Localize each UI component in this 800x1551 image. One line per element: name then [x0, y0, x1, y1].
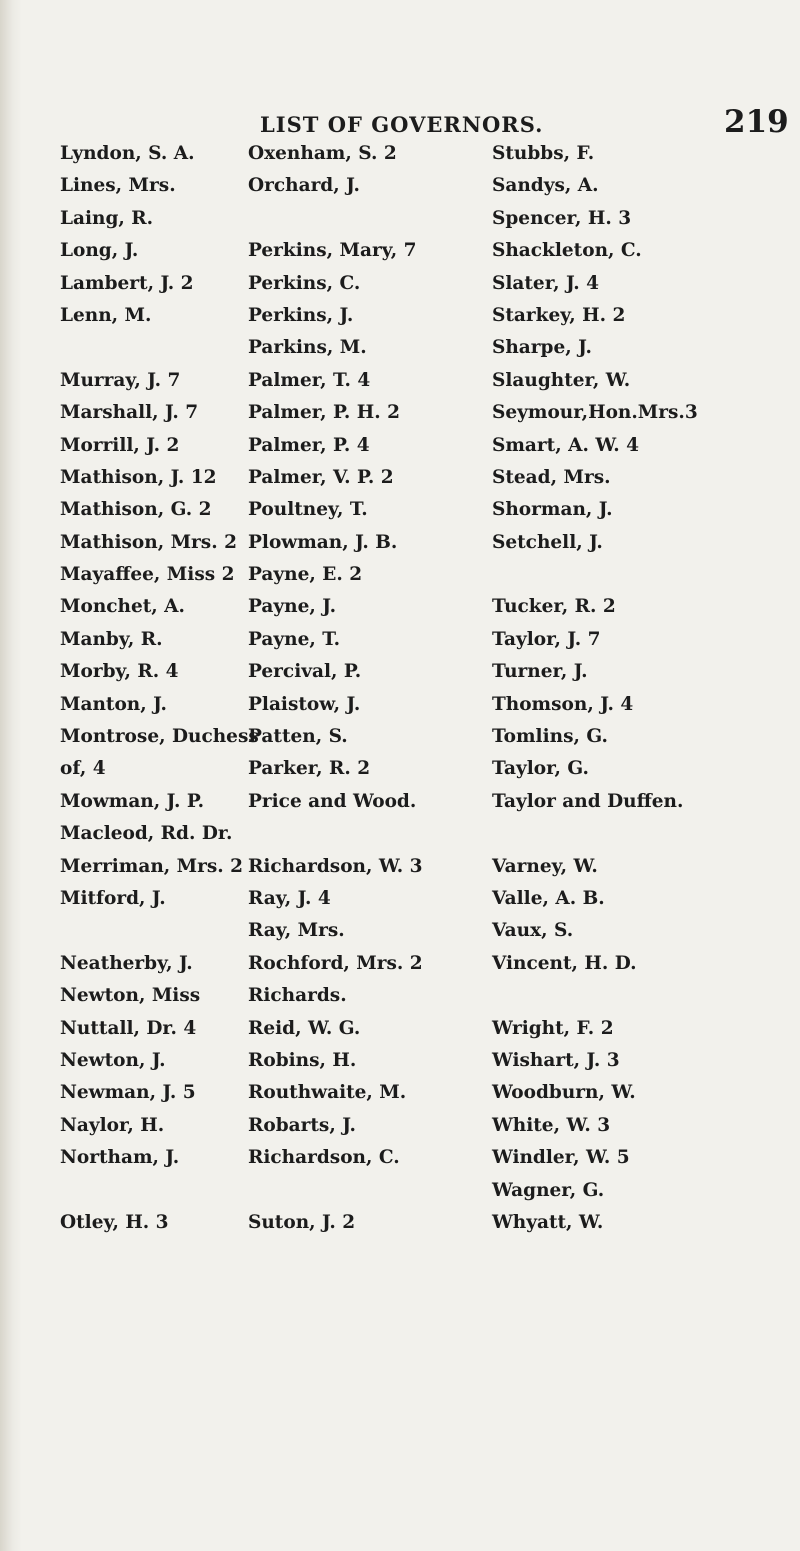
governor-entry: Mathison, J. 12: [60, 466, 217, 488]
governor-entry: Turner, J.: [492, 661, 588, 683]
governor-entry: [60, 332, 259, 364]
governor-entry: [248, 1175, 423, 1207]
governor-entry: Richards.: [248, 985, 347, 1007]
governor-entry: Parker, R. 2: [248, 758, 371, 780]
governor-entry: Richardson, W. 3: [248, 855, 423, 877]
governor-entry: Laing, R.: [60, 207, 154, 229]
page-gutter-shadow: [0, 0, 22, 1551]
governor-entry: Taylor, G.: [492, 758, 589, 780]
governor-entry: Palmer, P. H. 2: [248, 402, 401, 424]
governor-entry: Starkey, H. 2: [492, 304, 626, 326]
governor-entry: Seymour,Hon.Mrs.3: [492, 402, 698, 424]
governor-entry: Monchet, A.: [60, 596, 185, 618]
governor-entry: Otley, H. 3: [60, 1211, 169, 1233]
governor-entry: White, W. 3: [492, 1114, 611, 1136]
governor-entry: Payne, T.: [248, 628, 341, 650]
governor-entry: Taylor, J. 7: [492, 628, 601, 650]
governor-entry: Parkins, M.: [248, 337, 367, 359]
governor-entry: [60, 1175, 259, 1207]
governor-entry: Spencer, H. 3: [492, 207, 632, 229]
page-title: LIST OF GOVERNORS.: [260, 112, 544, 137]
governors-column-2: [248, 138, 423, 1239]
governor-entry: Wright, F. 2: [492, 1017, 614, 1039]
governor-entry: Morrill, J. 2: [60, 434, 180, 456]
governor-entry: of, 4: [60, 758, 106, 780]
governor-entry: Routhwaite, M.: [248, 1082, 407, 1104]
governor-entry: Newton, J.: [60, 1049, 166, 1071]
governor-entry: Manby, R.: [60, 628, 163, 650]
governor-entry: Oxenham, S. 2: [248, 143, 397, 164]
governor-entry: Stead, Mrs.: [492, 466, 611, 488]
governor-entry: Vaux, S.: [492, 920, 574, 942]
governor-entry: Naylor, H.: [60, 1114, 165, 1136]
governor-entry: Slaughter, W.: [492, 369, 631, 391]
governor-entry: Poultney, T.: [248, 499, 368, 521]
governor-entry: [492, 818, 698, 850]
governor-entry: [492, 980, 698, 1012]
governor-entry: Marshall, J. 7: [60, 402, 199, 424]
governor-entry: Ray, Mrs.: [248, 920, 345, 942]
governor-entry: Macleod, Rd. Dr.: [60, 823, 233, 845]
governor-entry: Murray, J. 7: [60, 369, 181, 391]
governor-entry: Long, J.: [60, 240, 139, 262]
governor-entry: Palmer, T. 4: [248, 369, 371, 391]
governor-entry: [248, 818, 423, 850]
governor-entry: Neatherby, J.: [60, 952, 193, 974]
governor-entry: Morby, R. 4: [60, 661, 179, 683]
governor-entry: Mowman, J. P.: [60, 790, 205, 812]
governor-entry: Perkins, J.: [248, 304, 354, 326]
governor-entry: Reid, W. G.: [248, 1017, 361, 1039]
governor-entry: Northam, J.: [60, 1147, 180, 1169]
governor-entry: Taylor and Duffen.: [492, 790, 684, 812]
governor-entry: Tucker, R. 2: [492, 596, 616, 618]
governor-entry: Lines, Mrs.: [60, 175, 176, 197]
governor-entry: Rochford, Mrs. 2: [248, 952, 423, 974]
governors-column-1: [60, 138, 259, 1239]
governor-entry: Ray, J. 4: [248, 887, 331, 909]
governor-entry: [248, 203, 423, 235]
governor-entry: Payne, E. 2: [248, 564, 363, 586]
governor-entry: Mayaffee, Miss 2: [60, 564, 235, 586]
governor-entry: Nuttall, Dr. 4: [60, 1017, 197, 1039]
governor-entry: Merriman, Mrs. 2: [60, 855, 244, 877]
governor-entry: Montrose, Duchess: [60, 726, 259, 748]
governor-entry: Robarts, J.: [248, 1114, 356, 1136]
governor-entry: Sharpe, J.: [492, 337, 592, 359]
governor-entry: Payne, J.: [248, 596, 337, 618]
governor-entry: Valle, A. B.: [492, 887, 605, 909]
governor-entry: Suton, J. 2: [248, 1211, 356, 1233]
governor-entry: Orchard, J.: [248, 175, 360, 197]
governor-entry: Mathison, G. 2: [60, 499, 212, 521]
governor-entry: Price and Wood.: [248, 790, 417, 812]
governor-entry: Plaistow, J.: [248, 693, 361, 715]
governor-entry: Setchell, J.: [492, 531, 603, 553]
governor-entry: Smart, A. W. 4: [492, 434, 639, 456]
governor-entry: Manton, J.: [60, 693, 167, 715]
governor-entry: Whyatt, W.: [492, 1211, 604, 1233]
governor-entry: Newton, Miss: [60, 985, 201, 1007]
governor-entry: Plowman, J. B.: [248, 531, 398, 553]
page-number: 219: [724, 104, 789, 140]
governor-entry: [60, 915, 259, 947]
governor-entry: [492, 559, 698, 591]
governor-entry: Vincent, H. D.: [492, 952, 637, 974]
governor-entry: Tomlins, G.: [492, 726, 608, 748]
governor-entry: Percival, P.: [248, 661, 362, 683]
governor-entry: Lenn, M.: [60, 304, 152, 326]
governor-entry: Slater, J. 4: [492, 272, 600, 294]
governor-entry: Shackleton, C.: [492, 240, 642, 262]
governor-entry: Wishart, J. 3: [492, 1049, 620, 1071]
governor-entry: Lyndon, S. A.: [60, 143, 195, 164]
governor-entry: Newman, J. 5: [60, 1082, 196, 1104]
governor-entry: Robins, H.: [248, 1049, 357, 1071]
governor-entry: Sandys, A.: [492, 175, 599, 197]
governor-entry: Palmer, P. 4: [248, 434, 370, 456]
governor-entry: Perkins, Mary, 7: [248, 240, 417, 262]
governor-entry: Woodburn, W.: [492, 1082, 636, 1104]
governor-entry: Patten, S.: [248, 726, 348, 748]
governor-entry: Perkins, C.: [248, 272, 361, 294]
governor-entry: Wagner, G.: [492, 1179, 605, 1201]
governor-entry: Varney, W.: [492, 855, 598, 877]
governor-entry: Mathison, Mrs. 2: [60, 531, 237, 553]
governor-entry: Shorman, J.: [492, 499, 613, 521]
governor-entry: Windler, W. 5: [492, 1147, 630, 1169]
governors-column-3: [492, 138, 698, 1239]
governor-entry: Mitford, J.: [60, 887, 166, 909]
governor-entry: Palmer, V. P. 2: [248, 466, 394, 488]
governor-entry: Lambert, J. 2: [60, 272, 194, 294]
governor-entry: Stubbs, F.: [492, 143, 595, 164]
governor-entry: Richardson, C.: [248, 1147, 400, 1169]
governor-entry: Thomson, J. 4: [492, 693, 634, 715]
